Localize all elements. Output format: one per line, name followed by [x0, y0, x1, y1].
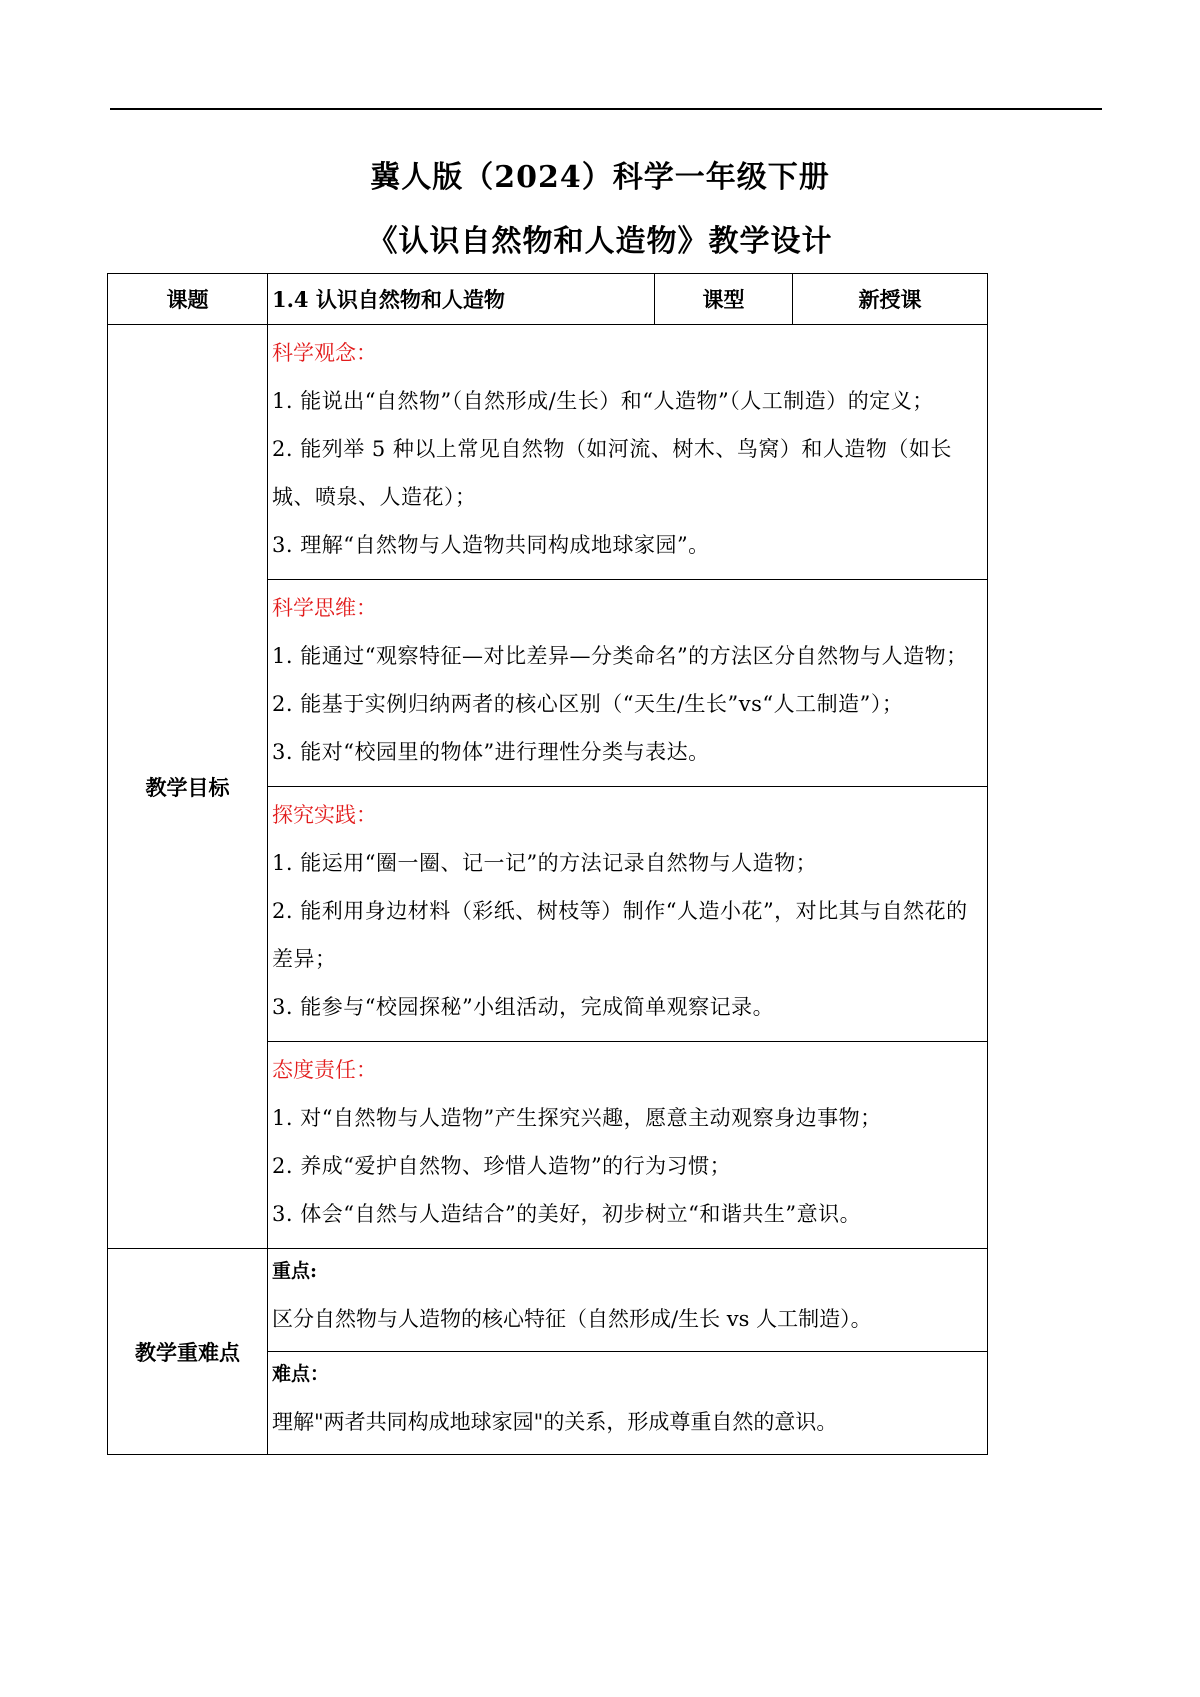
key-point-row	[108, 1249, 988, 1352]
objective-item: 1. 对“自然物与人造物”产生探究兴趣，愿意主动观察身边事物；	[272, 1106, 882, 1130]
objective-item: 2. 能利用身边材料（彩纸、树枝等）制作“人造小花”，对比其与自然花的差异；	[272, 899, 968, 971]
objective-item: 1. 能说出“自然物”（自然形成/生长）和“人造物”（人工制造）的定义；	[272, 389, 934, 413]
section-heading: 态度责任：	[272, 1058, 377, 1082]
topic-row	[108, 274, 988, 325]
objective-block	[268, 325, 988, 580]
objective-item: 2. 能基于实例归纳两者的核心区别（“天生/生长”vs“人工制造”）；	[272, 692, 904, 716]
objectives-label: 教学目标	[108, 325, 268, 1249]
key-points-label: 教学重难点	[108, 1249, 268, 1455]
key-point-text: 区分自然物与人造物的核心特征（自然形成/生长 vs 人工制造）。	[272, 1307, 872, 1331]
objective-block	[268, 787, 988, 1042]
lesson-type-label: 课型	[655, 274, 793, 325]
objective-item: 2. 能列举 5 种以上常见自然物（如河流、树木、鸟窝）和人造物（如长城、喷泉、人造花）；	[272, 437, 952, 509]
topic-value: 1.4 认识自然物和人造物	[268, 274, 655, 325]
lesson-type-value: 新授课	[793, 274, 988, 325]
section-heading: 科学思维：	[272, 596, 377, 620]
section-heading: 科学观念：	[272, 341, 377, 365]
section-heading: 探究实践：	[272, 803, 377, 827]
objective-item: 2. 养成“爱护自然物、珍惜人造物”的行为习惯；	[272, 1154, 732, 1178]
objective-block	[268, 580, 988, 787]
key-point-block	[268, 1249, 988, 1352]
objective-block	[268, 1042, 988, 1249]
document-subtitle: 《认识自然物和人造物》教学设计	[367, 224, 833, 259]
objective-item: 3. 能参与“校园探秘”小组活动，完成简单观察记录。	[272, 995, 775, 1019]
document-title: 冀人版（2024）科学一年级下册	[370, 160, 830, 195]
difficulty-heading: 难点：	[272, 1363, 330, 1385]
lesson-plan-table	[107, 273, 988, 1455]
objectives-section-1	[108, 325, 988, 580]
objective-item: 1. 能通过“观察特征—对比差异—分类命名”的方法区分自然物与人造物；	[272, 644, 968, 668]
difficulty-block	[268, 1352, 988, 1455]
objective-item: 3. 能对“校园里的物体”进行理性分类与表达。	[272, 740, 710, 764]
header-rule	[110, 108, 1102, 110]
objective-item: 3. 体会“自然与人造结合”的美好，初步树立“和谐共生”意识。	[272, 1202, 862, 1226]
objective-item: 3. 理解“自然物与人造物共同构成地球家园”。	[272, 533, 710, 557]
key-point-heading: 重点:	[272, 1260, 318, 1282]
topic-label: 课题	[108, 274, 268, 325]
objective-item: 1. 能运用“圈一圈、记一记”的方法记录自然物与人造物；	[272, 851, 818, 875]
difficulty-text: 理解"两者共同构成地球家园"的关系，形成尊重自然的意识。	[272, 1410, 838, 1434]
